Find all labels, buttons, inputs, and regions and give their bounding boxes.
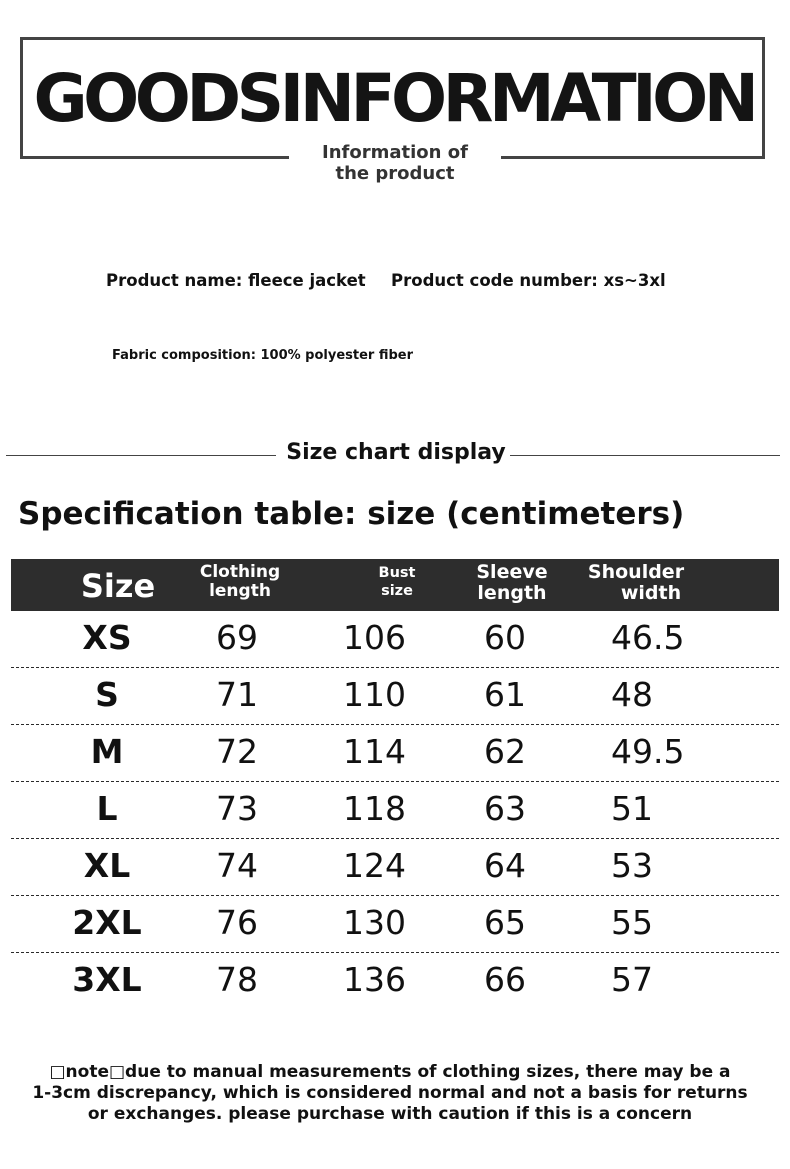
- cell-shoulder: 49.5: [611, 732, 685, 771]
- header-subtitle-line1: Information of: [322, 142, 468, 163]
- cell-size: 3XL: [72, 960, 142, 999]
- cell-size: M: [90, 732, 124, 771]
- product-name: Product name: fleece jacket: [106, 271, 366, 290]
- cell-shoulder: 55: [611, 903, 653, 942]
- disclaimer-note: [10, 1062, 770, 1125]
- table-row: [11, 953, 779, 1010]
- cell-length: 72: [216, 732, 258, 771]
- cell-length: 78: [216, 960, 258, 999]
- cell-length: 73: [216, 789, 258, 828]
- table-row: [11, 611, 779, 668]
- cell-size: S: [95, 675, 119, 714]
- divider-left: [6, 455, 276, 456]
- cell-shoulder: 57: [611, 960, 653, 999]
- cell-bust: 114: [343, 732, 406, 771]
- product-code: Product code number: xs~3xl: [391, 271, 666, 290]
- header-shoulder-width: [584, 562, 688, 604]
- header-sleeve-length: [465, 562, 559, 604]
- header-shoulder-line1: Shoulder: [587, 561, 685, 583]
- cell-size: XS: [82, 618, 132, 657]
- cell-sleeve: 61: [484, 675, 526, 714]
- spec-table-title: Specification table: size (centimeters): [18, 496, 685, 532]
- cell-bust: 136: [343, 960, 406, 999]
- cell-sleeve: 60: [484, 618, 526, 657]
- header-shoulder-line2: width: [620, 582, 682, 604]
- cell-sleeve: 66: [484, 960, 526, 999]
- cell-bust: 130: [343, 903, 406, 942]
- page-title: GOODSINFORMATION: [33, 60, 755, 137]
- header-subtitle-line2: the product: [335, 163, 455, 184]
- header-bust-line2: size: [381, 583, 413, 599]
- fabric-composition: Fabric composition: 100% polyester fiber: [112, 348, 414, 363]
- size-chart-heading: Size chart display: [286, 440, 506, 465]
- note-line1: □note□due to manual measurements of clothing sizes, there may be a: [49, 1062, 731, 1082]
- cell-bust: 106: [343, 618, 406, 657]
- header-clothing-length: [193, 563, 287, 601]
- header-size: Size: [80, 567, 156, 605]
- header-sleeve-line2: length: [477, 582, 547, 604]
- cell-shoulder: 46.5: [611, 618, 685, 657]
- divider-right: [510, 455, 780, 456]
- note-line2: 1-3cm discrepancy, which is considered normal and not a basis for returns: [32, 1083, 748, 1103]
- table-row: [11, 668, 779, 725]
- cell-shoulder: 48: [611, 675, 653, 714]
- header-bust-size: [360, 564, 434, 600]
- table-row: [11, 896, 779, 953]
- table-row: [11, 839, 779, 896]
- header-sleeve-line1: Sleeve: [476, 561, 548, 583]
- cell-shoulder: 53: [611, 846, 653, 885]
- cell-shoulder: 51: [611, 789, 653, 828]
- cell-size: L: [96, 789, 118, 828]
- cell-bust: 110: [343, 675, 406, 714]
- cell-sleeve: 62: [484, 732, 526, 771]
- header-bust-line1: Bust: [378, 565, 416, 581]
- table-row: [11, 725, 779, 782]
- header-subtitle: [289, 142, 501, 184]
- table-row: [11, 782, 779, 839]
- cell-sleeve: 65: [484, 903, 526, 942]
- cell-sleeve: 64: [484, 846, 526, 885]
- cell-size: XL: [83, 846, 131, 885]
- cell-length: 69: [216, 618, 258, 657]
- cell-sleeve: 63: [484, 789, 526, 828]
- note-line3: or exchanges. please purchase with caution if this is a concern: [87, 1104, 693, 1124]
- cell-length: 76: [216, 903, 258, 942]
- cell-size: 2XL: [72, 903, 142, 942]
- cell-length: 71: [216, 675, 258, 714]
- cell-length: 74: [216, 846, 258, 885]
- header-clothing-line2: length: [209, 581, 271, 601]
- header-clothing-line1: Clothing: [199, 562, 281, 582]
- cell-bust: 124: [343, 846, 406, 885]
- cell-bust: 118: [343, 789, 406, 828]
